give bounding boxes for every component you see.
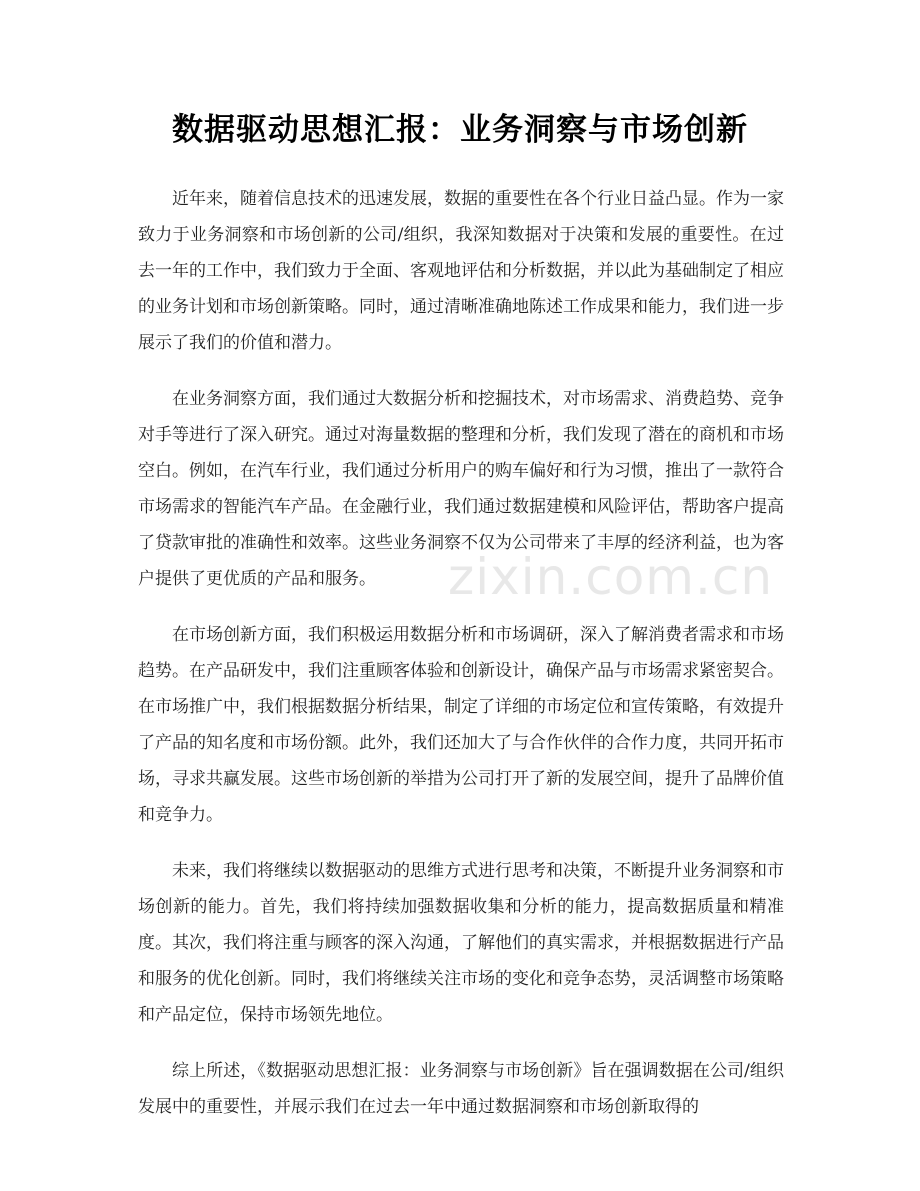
paragraph-1: 近年来，随着信息技术的迅速发展，数据的重要性在各个行业日益凸显。作为一家致力于业务洞察和市场创新的公司/组织，我深知数据对于决策和发展的重要性。在过去一年的工作中，我们致力于全面、客观地评估和分析数据，并以此为基础制定了相应的业务计划和市场创新策略。同时，通过清晰准确地陈述工作成果和能力，我们进一步展示了我们的价值和潜力。 <box>138 189 784 353</box>
document-body <box>138 181 784 1145</box>
paragraph-5: 综上所述，《数据驱动思想汇报：业务洞察与市场创新》旨在强调数据在公司/组织发展中的重要性，并展示我们在过去一年中通过数据洞察和市场创新取得的 <box>138 1061 784 1117</box>
paragraph-2: 在业务洞察方面，我们通过大数据分析和挖掘技术，对市场需求、消费趋势、竞争对手等进行了深入研究。通过对海量数据的整理和分析，我们发现了潜在的商机和市场空白。例如，在汽车行业，我们通过分析用户的购车偏好和行为习惯，推出了一款符合市场需求的智能汽车产品。在金融行业，我们通过数据建模和风险评估，帮助客户提高了贷款审批的准确性和效率。这些业务洞察不仅为公司带来了丰厚的经济利益，也为客户提供了更优质的产品和服务。 <box>138 389 784 589</box>
paragraph-4: 未来，我们将继续以数据驱动的思维方式进行思考和决策，不断提升业务洞察和市场创新的能力。首先，我们将持续加强数据收集和分析的能力，提高数据质量和精准度。其次，我们将注重与顾客的深入沟通，了解他们的真实需求，并根据数据进行产品和服务的优化创新。同时，我们将继续关注市场的变化和竞争态势，灵活调整市场策略和产品定位，保持市场领先地位。 <box>138 861 784 1025</box>
watermark: zixin.com.cn <box>448 548 774 606</box>
paragraph-3: 在市场创新方面，我们积极运用数据分析和市场调研，深入了解消费者需求和市场趋势。在产品研发中，我们注重顾客体验和创新设计，确保产品与市场需求紧密契合。在市场推广中，我们根据数据分析结果，制定了详细的市场定位和宣传策略，有效提升了产品的知名度和市场份额。此外，我们还加大了与合作伙伴的合作力度，共同开拓市场，寻求共赢发展。这些市场创新的举措为公司打开了新的发展空间，提升了品牌价值和竞争力。 <box>138 625 784 825</box>
document-title: 数据驱动思想汇报：业务洞察与市场创新 <box>172 112 748 148</box>
